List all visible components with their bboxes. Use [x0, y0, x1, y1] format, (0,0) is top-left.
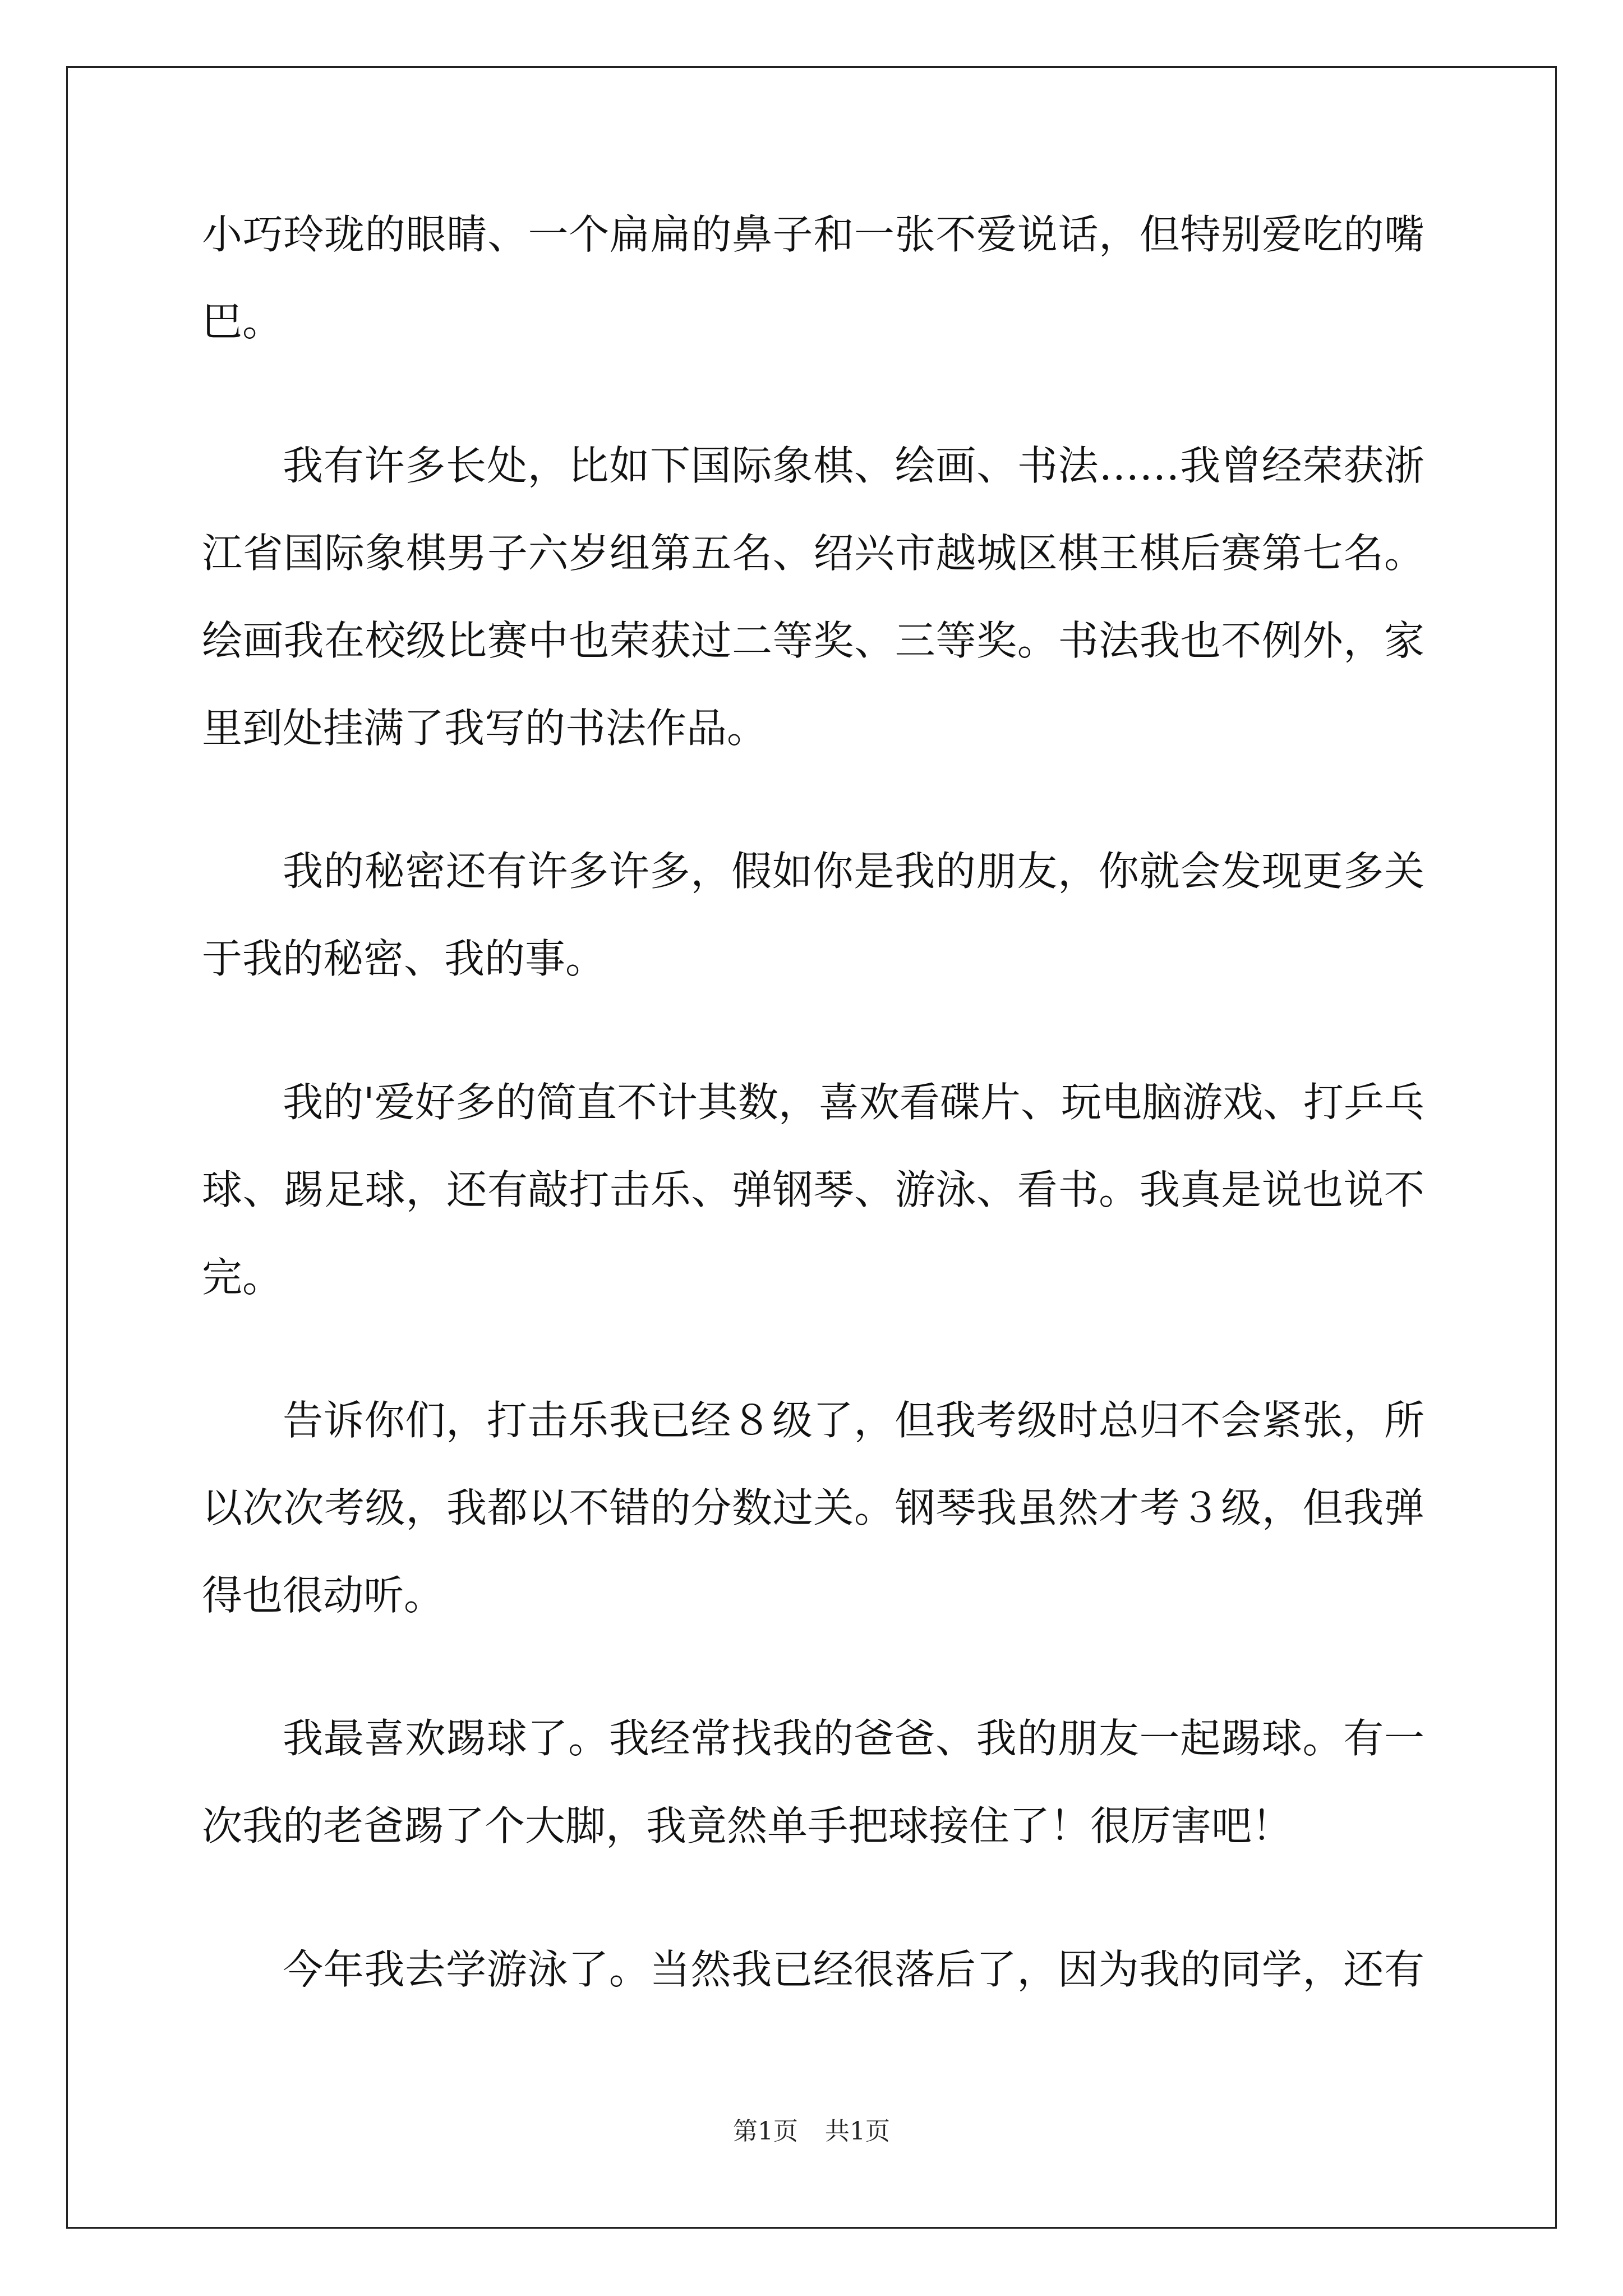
text-line: 里到处挂满了我写的书法作品。: [202, 705, 768, 752]
text-line: 我有许多长处，比如下国际象棋、绘画、书法……我曾经荣获浙: [283, 442, 1424, 489]
text-line: 巴。: [202, 298, 283, 345]
page-footer: [0, 2115, 1623, 2148]
text-line: 我最喜欢踢球了。我经常找我的爸爸、我的朋友一起踢球。有一: [283, 1715, 1424, 1762]
page-number: 第1页: [733, 2117, 798, 2146]
text-line: 球、踢足球，还有敲打击乐、弹钢琴、游泳、看书。我真是说也说不: [202, 1166, 1424, 1213]
text-line: 我的秘密还有许多许多，假如你是我的朋友，你就会发现更多关: [283, 848, 1424, 895]
text-line: 以次次考级，我都以不错的分数过关。钢琴我虽然才考３级，但我弹: [202, 1484, 1424, 1531]
text-line: 得也很动听。: [202, 1572, 445, 1619]
text-line: 次我的老爸踢了个大脚，我竟然单手把球接住了！很厉害吧！: [202, 1802, 1293, 1849]
page-count: 共1页: [825, 2117, 890, 2146]
text-line: 告诉你们，打击乐我已经８级了，但我考级时总归不会紧张，所: [283, 1397, 1424, 1444]
text-line: 完。: [202, 1254, 283, 1301]
text-line: 绘画我在校级比赛中也荣获过二等奖、三等奖。书法我也不例外，家: [202, 617, 1424, 664]
text-line: 于我的秘密、我的事。: [202, 935, 606, 982]
text-line: 小巧玲珑的眼睛、一个扁扁的鼻子和一张不爱说话，但特别爱吃的嘴: [202, 211, 1424, 258]
text-line: 江省国际象棋男子六岁组第五名、绍兴市越城区棋王棋后赛第七名。: [202, 530, 1424, 577]
page-border: [66, 66, 1557, 2229]
text-line: 我的'爱好多的简直不计其数，喜欢看碟片、玩电脑游戏、打乒乓: [283, 1079, 1424, 1126]
text-line: 今年我去学游泳了。当然我已经很落后了，因为我的同学，还有: [283, 1946, 1424, 1993]
